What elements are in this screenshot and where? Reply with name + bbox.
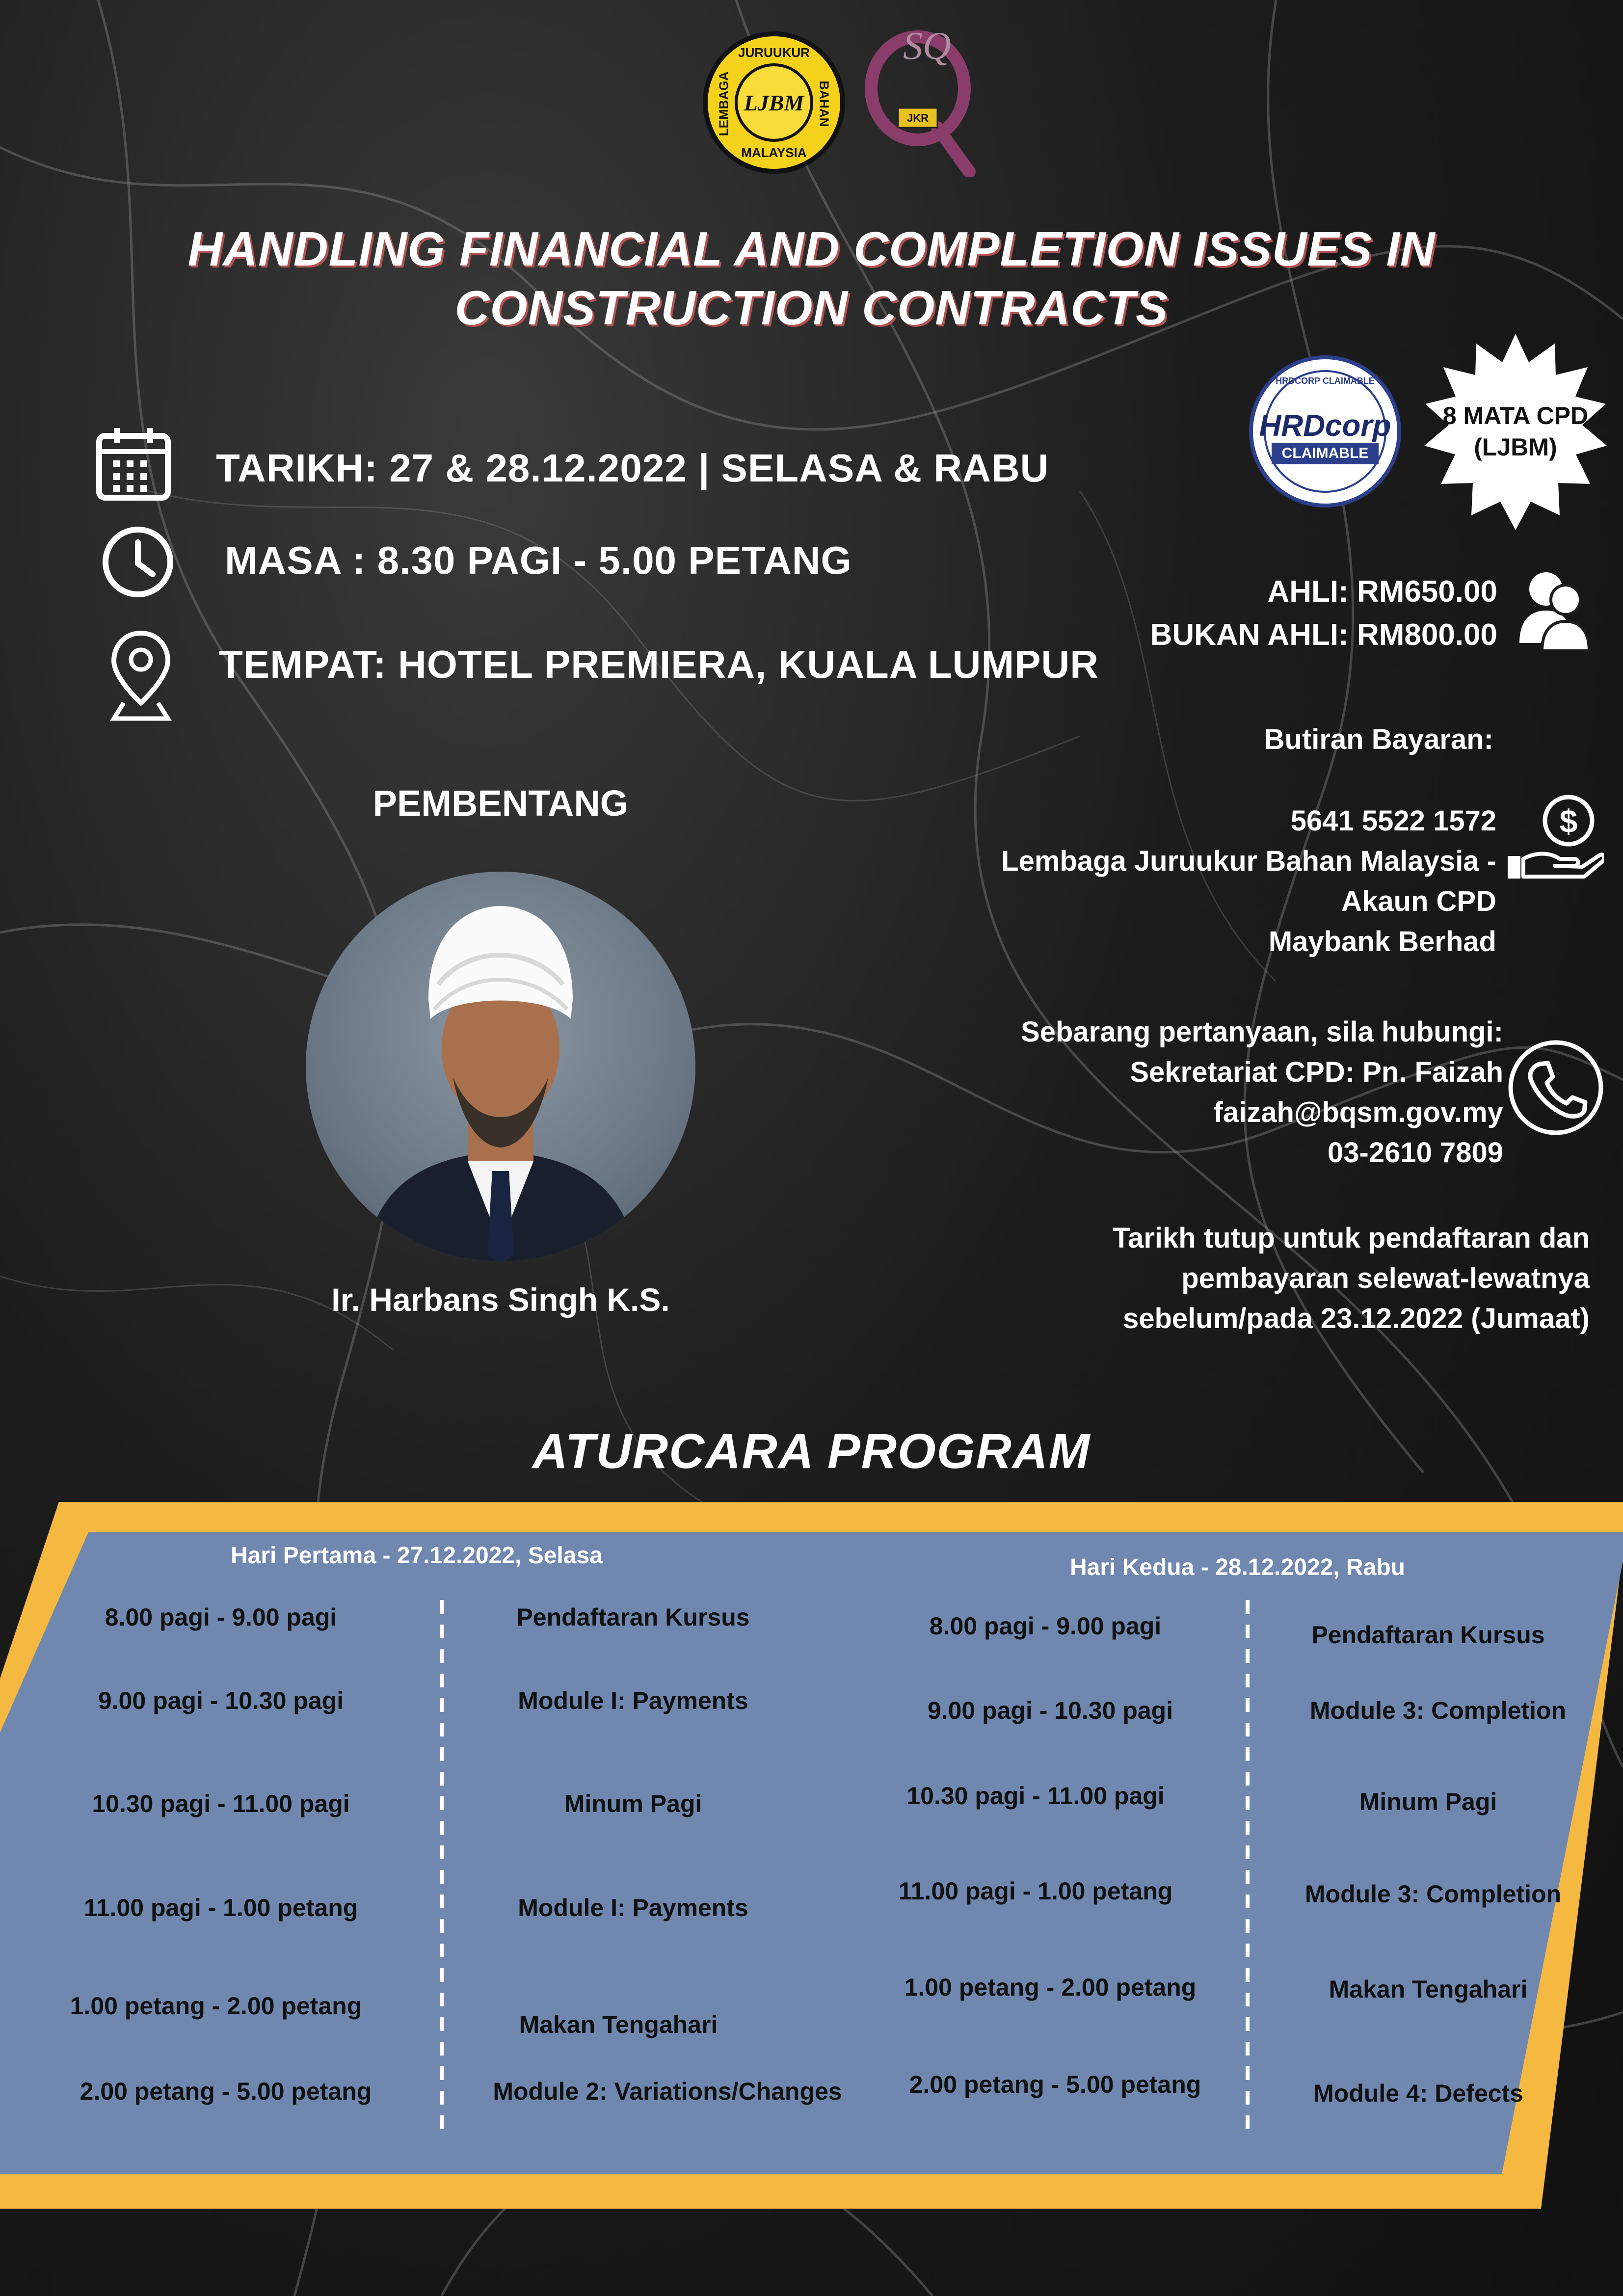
day1-item-6: Module 2: Variations/Changes — [493, 2078, 842, 2105]
deadline-block — [1113, 1218, 1590, 1339]
day1-time-1: 8.00 pagi - 9.00 pagi — [105, 1603, 337, 1631]
day1-time-6: 2.00 petang - 5.00 petang — [80, 2078, 372, 2105]
deadline-line-3: sebelum/pada 23.12.2022 (Jumaat) — [1122, 1303, 1590, 1335]
day1-time-3: 10.30 pagi - 11.00 pagi — [92, 1790, 350, 1817]
hrdcorp-ring-text: HRDCORP CLAIMABLE — [1276, 376, 1375, 386]
event-venue: TEMPAT: HOTEL PREMIERA, KUALA LUMPUR — [219, 642, 1099, 686]
day1-time-5: 1.00 petang - 2.00 petang — [70, 1992, 362, 2020]
day2-item-1: Pendaftaran Kursus — [1311, 1621, 1545, 1649]
day2-time-1: 8.00 pagi - 9.00 pagi — [929, 1612, 1162, 1640]
contact-block — [1021, 1012, 1503, 1173]
payment-account-name-2: Akaun CPD — [1341, 885, 1496, 917]
contact-line-1: Sebarang pertanyaan, sila hubungi: — [1021, 1016, 1503, 1048]
day2-item-4: Module 3: Completion — [1304, 1880, 1562, 1908]
location-pin-icon — [109, 629, 173, 722]
hrdcorp-brand: HRDcorp — [1259, 409, 1391, 443]
day2-item-3: Minum Pagi — [1359, 1788, 1497, 1815]
day2-item-6: Module 4: Defects — [1313, 2080, 1523, 2107]
ljbm-logo — [703, 31, 845, 174]
sq-logo — [864, 29, 977, 177]
event-title-line-1: HANDLING FINANCIAL AND COMPLETION ISSUES IN — [187, 222, 1436, 276]
ljbm-logo-right-text: BAHAN — [817, 80, 832, 127]
clock-icon — [101, 525, 175, 599]
payment-hand-icon — [1506, 793, 1604, 886]
day2-time-3: 10.30 pagi - 11.00 pagi — [906, 1782, 1165, 1810]
day1-time-2: 9.00 pagi - 10.30 pagi — [98, 1687, 344, 1714]
day1-title: Hari Pertama - 27.12.2022, Selasa — [231, 1543, 603, 1569]
hrdcorp-claimable-badge — [1249, 355, 1401, 507]
people-icon — [1517, 569, 1591, 653]
day1-time-4: 11.00 pagi - 1.00 petang — [83, 1894, 358, 1922]
event-date: TARIKH: 27 & 28.12.2022 | SELASA & RABU — [216, 446, 1049, 490]
payment-heading: Butiran Bayaran: — [1264, 723, 1493, 755]
phone-icon — [1507, 1039, 1605, 1137]
fee-non-member: BUKAN AHLI: RM800.00 — [1150, 618, 1497, 652]
day2-time-5: 1.00 petang - 2.00 petang — [904, 1974, 1197, 2001]
day2-time-2: 9.00 pagi - 10.30 pagi — [927, 1697, 1173, 1724]
sq-logo-small-text: JKR — [906, 112, 929, 124]
payment-account-number: 5641 5522 1572 — [1290, 805, 1496, 837]
deadline-line-2: pembayaran selewat-lewatnya — [1181, 1262, 1590, 1294]
ljbm-logo-emblem — [735, 63, 813, 142]
hrdcorp-claimable-label: CLAIMABLE — [1272, 443, 1379, 464]
contact-line-2: Sekretariat CPD: Pn. Faizah — [1130, 1056, 1503, 1088]
event-title-line-2: CONSTRUCTION CONTRACTS — [454, 281, 1169, 335]
day1-item-5: Makan Tengahari — [519, 2011, 718, 2038]
speaker-name: Ir. Harbans Singh K.S. — [331, 1281, 670, 1318]
event-time: MASA : 8.30 PAGI - 5.00 PETANG — [225, 538, 852, 582]
cpd-points-line-1: 8 MATA CPD — [1442, 402, 1589, 429]
contact-phone[interactable]: 03-2610 7809 — [1328, 1137, 1503, 1169]
ljbm-logo-bottom-text: MALAYSIA — [741, 145, 807, 160]
calendar-icon — [96, 426, 171, 501]
speaker-portrait-illustration — [306, 872, 695, 1261]
ljbm-logo-top-text: JURUUKUR — [738, 45, 810, 60]
cpd-points-line-2: (LJBM) — [1474, 433, 1557, 461]
day2-time-4: 11.00 pagi - 1.00 petang — [898, 1877, 1173, 1905]
speaker-heading: PEMBENTANG — [372, 783, 629, 824]
payment-account-name-1: Lembaga Juruukur Bahan Malaysia - — [1001, 845, 1496, 877]
day2-title: Hari Kedua - 28.12.2022, Rabu — [1070, 1554, 1405, 1580]
deadline-line-1: Tarikh tutup untuk pendaftaran dan — [1112, 1222, 1590, 1254]
svg-text:$: $ — [1559, 803, 1578, 839]
day1-item-1: Pendaftaran Kursus — [516, 1603, 750, 1631]
day1-item-4: Module I: Payments — [518, 1894, 748, 1922]
ljbm-logo-left-text: LEMBAGA — [716, 71, 731, 136]
day1-item-3: Minum Pagi — [564, 1790, 702, 1817]
payment-details — [1001, 801, 1496, 962]
ljbm-logo-mark: LJBM — [744, 90, 804, 115]
fees-block — [1150, 570, 1497, 657]
day2-time-6: 2.00 petang - 5.00 petang — [909, 2071, 1201, 2098]
day1-item-2: Module I: Payments — [518, 1687, 748, 1714]
day2-item-5: Makan Tengahari — [1329, 1976, 1528, 2003]
speaker-photo — [306, 872, 695, 1261]
cpd-points — [1417, 400, 1614, 463]
day2-item-2: Module 3: Completion — [1309, 1697, 1567, 1724]
sq-logo-mark: SQ — [903, 29, 951, 68]
contact-email[interactable]: faizah@bqsm.gov.my — [1213, 1096, 1503, 1128]
payment-bank: Maybank Berhad — [1268, 926, 1496, 958]
fee-member: AHLI: RM650.00 — [1267, 575, 1497, 609]
program-heading: ATURCARA PROGRAM — [532, 1424, 1091, 1479]
